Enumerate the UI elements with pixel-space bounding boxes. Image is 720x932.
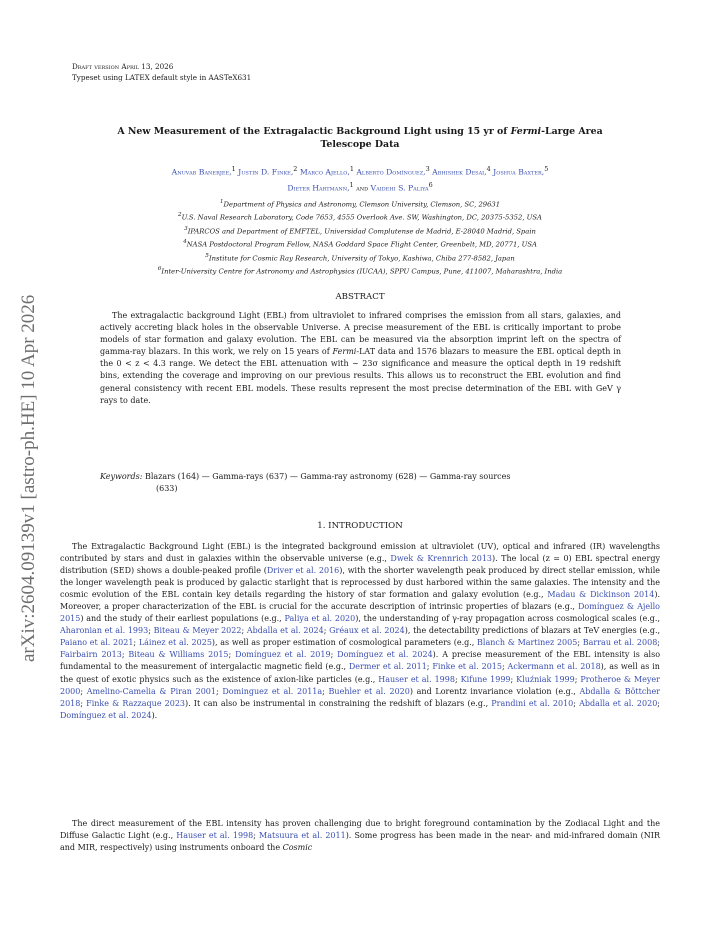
author-sup: 1 [349, 180, 354, 189]
paragraph-text: ; [454, 674, 461, 684]
citation-link[interactable]: Protheroe & Meyer 2000 [60, 674, 660, 696]
paragraph-text: ; [323, 626, 330, 636]
paragraph-text: ). Moreover, a proper characterization of the EBL is crucial for the accurate description of intrinsic properties of blazars (e.g., [60, 590, 660, 612]
author-sup: 2 [293, 165, 298, 173]
paragraph-text: ; [426, 662, 433, 672]
citation-link[interactable]: Finke et al. 2015 [432, 662, 502, 672]
author-link[interactable]: Abhishek Desai, [432, 167, 487, 177]
paragraph-text: The Extragalactic Background Light (EBL) is the integrated background emission at ultraviolet (UV), optical and infrared (IR) wavelengths contributed by stars and dust in galaxies within the observable universe (e.g., [60, 542, 660, 564]
affiliation-item: $^2$U.S. Naval Research Laboratory, Code 7653, 4555 Overlook Ave. SW, Washington, DC, 20375-5352, USA [178, 212, 542, 222]
title-line1-pre: A New Measurement of the Extragalactic Background Light using 15 yr of [117, 126, 511, 137]
paragraph-text: ), as well as in the quest of exotic physics such as the existence of axion-like particles (e.g., [60, 662, 660, 684]
affiliation-item: $^4$NASA Postdoctoral Program Fellow, NASA Goddard Space Flight Center, Greenbelt, MD, 20771, USA [183, 239, 537, 249]
keywords-label: Keywords: [100, 472, 143, 481]
citation-link[interactable]: Fairbairn 2013 [60, 650, 122, 660]
citation-link[interactable]: Domínguez et al. 2019 [235, 650, 331, 660]
abstract-body: The extragalactic background Light (EBL) from ultraviolet to infrared comprises the emission from all stars, galaxies, and actively accreting black holes in the observable Universe. A precise measurement of the EBL is critically important to probe models of star formation and galaxy evolution. The EBL can be measured via the absorption imprint left on the spectra of gamma-ray blazars. In this work, we rely on 15 years of Fermi-LAT data and 1576 blazars to measure the EBL optical depth in the 0 < z < 4.3 range. We detect the EBL attenuation with ∼ 23σ significance and measure the optical depth in 19 redshift bins, extending the coverage and improving on our previous results. This allows us to reconstruct the EBL evolution and find general consistency with recent EBL models. These results represent the most precise determination of the EBL with GeV γ rays to date. [100, 311, 621, 405]
paragraph-text: ), with the shorter wavelength peak produced by direct stellar emission, while the longer wavelength peak is produced by galactic starlight that is reprocessed by dust harbored within the same galaxies. The intensity and the cosmic evolution of the EBL contain key details regarding the history of star formation and galaxy evolution (e.g., [60, 566, 661, 600]
author-sup: 4 [486, 165, 491, 173]
affiliation-item: $^6$Inter-University Centre for Astronomy and Astrophysics (IUCAA), SPPU Campus, Pune, 411007, Maharashtra, India [157, 266, 563, 276]
citation-link[interactable]: Hauser et al. 1998 [378, 674, 455, 684]
citation-link[interactable]: Biteau & Williams 2015 [128, 650, 229, 660]
author-sup: 1 [231, 165, 236, 173]
citation-link[interactable]: Domínguez et al. 2024 [60, 710, 152, 720]
author-list [60, 163, 660, 194]
paragraph-text: ). Some progress has been made in the near- and mid-infrared domain (NIR and MIR, respectively) using instruments onboard the [60, 831, 660, 853]
paper-title [72, 126, 648, 151]
paragraph-text: ). It can also be instrumental in constraining the redshift of blazars (e.g., [185, 698, 492, 708]
author-sup: 3 [425, 165, 430, 173]
italic-text: Cosmic [282, 843, 313, 853]
citation-link[interactable]: Domínguez et al. 2024 [337, 650, 433, 660]
citation-link[interactable]: Blanch & Martinez 2005 [477, 638, 578, 648]
paragraph-text: ) and the study of their earliest populations (e.g., [80, 614, 285, 624]
title-line1-post: -Large Area [541, 126, 603, 137]
keywords [100, 471, 621, 495]
affiliation-list [60, 197, 660, 278]
citation-link[interactable]: Dwek & Krennrich 2013 [390, 554, 493, 564]
author-link[interactable]: Marco Ajello, [299, 167, 350, 177]
citation-link[interactable]: Prandini et al. 2010 [491, 698, 574, 708]
intro-paragraph-1 [60, 541, 660, 722]
paragraph-text: ). [151, 710, 158, 720]
paragraph-text: ; [510, 674, 517, 684]
intro-paragraph-2 [60, 818, 660, 854]
author-link[interactable]: Vaidehi S. Paliya [370, 183, 429, 193]
paragraph-text: ; [657, 638, 660, 648]
citation-link[interactable]: Driver et al. 2016 [266, 566, 340, 576]
citation-link[interactable]: Buehler et al. 2020 [328, 686, 410, 696]
citation-link[interactable]: Paiano et al. 2021 [60, 638, 134, 648]
paragraph-text: ) and Lorentz invariance violation (e.g., [409, 686, 580, 696]
paragraph-text: ). A precise measurement of the EBL intensity is also fundamental to the measurement of intergalactic magnetic field (e.g., [60, 650, 661, 672]
citation-link[interactable]: Aharonian et al. 1993 [60, 626, 149, 636]
paragraph-text: ; [121, 650, 129, 660]
author-link[interactable]: Dieter Hartmann, [287, 183, 350, 193]
title-fermi: Fermi [510, 126, 542, 137]
paragraph-text: ; [573, 698, 580, 708]
citation-link[interactable]: Láinez et al. 2025 [138, 638, 212, 648]
affiliation-item: $^5$Institute for Cosmic Ray Research, University of Tokyo, Kashiwa, Chiba 277-8582, Japan [205, 252, 515, 263]
paragraph-text: ; [80, 686, 87, 696]
abstract-heading: ABSTRACT [335, 292, 385, 302]
paragraph-text: ; [501, 662, 508, 672]
title-line2: Telescope Data [320, 138, 400, 150]
citation-link[interactable]: Finke & Razzaque 2023 [86, 698, 186, 708]
author-link[interactable]: Anuvab Banerjee, [171, 167, 232, 177]
citation-link[interactable]: Amelino-Camelia & Piran 2001 [86, 686, 216, 696]
author-link[interactable]: Joshua Baxter, [493, 167, 545, 177]
paragraph-text: ; [228, 650, 236, 660]
fermi-italic: Fermi [332, 347, 357, 357]
paragraph-text: ; [657, 698, 660, 708]
citation-link[interactable]: Abdalla et al. 2024 [246, 626, 324, 636]
keywords-line1: Blazars (164) — Gamma-rays (637) — Gamma-ray astronomy (628) — Gamma-ray sources [144, 472, 511, 481]
paragraph-text: ; [80, 698, 87, 708]
and-word: and [356, 183, 369, 193]
paragraph-text: ; [241, 626, 247, 636]
affiliation-item: $^3$IPARCOS and Department of EMFTEL, Universidad Complutense de Madrid, E-28040 Madrid, Spain [184, 225, 536, 236]
citation-link[interactable]: Domínguez & Ajello 2015 [60, 602, 660, 624]
citation-link[interactable]: Madau & Dickinson 2014 [547, 590, 655, 600]
draft-line: Draft version April 13, 2026 [72, 62, 174, 71]
paragraph-text: ). The local (z = 0) EBL spectral energy distribution (SED) shows a double-peaked profile ( [60, 554, 661, 576]
paragraph-text: ; [577, 638, 583, 648]
affiliation-item: $^1$Department of Physics and Astronomy, Clemson University, Clemson, SC, 29631 [219, 199, 501, 209]
paragraph-text: ; [322, 686, 329, 696]
typeset-line: Typeset using LATEX default style in AASTeX631 [72, 72, 252, 82]
author-sup: 6 [428, 180, 433, 189]
citation-link[interactable]: Kifune 1999 [460, 674, 511, 684]
citation-link[interactable]: Matsuura et al. 2011 [259, 831, 346, 841]
author-link[interactable]: Alberto Domínguez, [356, 167, 426, 177]
citation-link[interactable]: Kluźniak 1999 [516, 674, 575, 684]
arxiv-stamp-text: arXiv:2604.09139v1 [astro-ph.HE] 10 Apr 2026 [18, 294, 39, 662]
citation-link[interactable]: Paliya et al. 2020 [284, 614, 356, 624]
citation-link[interactable]: Biteau & Meyer 2022 [153, 626, 242, 636]
paragraph-text: The direct measurement of the EBL intensity has proven challenging due to bright foreground contamination by the Zodiacal Light and the Diffuse Galactic Light (e.g., [60, 819, 660, 841]
author-link[interactable]: Justin D. Finke, [238, 167, 294, 177]
author-sup: 1 [349, 165, 354, 173]
section-heading: 1. INTRODUCTION [317, 521, 403, 531]
keywords-line2: (633) [156, 484, 178, 494]
citation-link[interactable]: Dermer et al. 2011 [348, 662, 427, 672]
paragraph-text: ; [253, 831, 260, 841]
citation-link[interactable]: Ackermann et al. 2018 [507, 662, 601, 672]
author-sup: 5 [544, 165, 549, 173]
citation-link[interactable]: Abdalla et al. 2020 [579, 698, 658, 708]
header-meta [72, 62, 251, 83]
paragraph-text: ; [133, 638, 139, 648]
paragraph-text: ), as well as proper estimation of cosmological parameters (e.g., [211, 638, 478, 648]
citation-link[interactable]: Dominguez et al. 2011a [222, 686, 323, 696]
paragraph-text: ; [215, 686, 223, 696]
citation-link[interactable]: Abdalla & Böttcher 2018 [60, 686, 661, 708]
citation-link[interactable]: Barrau et al. 2008 [582, 638, 658, 648]
paragraph-text: ; [330, 650, 338, 660]
paragraph-text: ; [148, 626, 154, 636]
paragraph-text: ; [574, 674, 581, 684]
paragraph-text: ), the understanding of γ-ray propagation across cosmological scales (e.g., [355, 614, 660, 624]
citation-link[interactable]: Gréaux et al. 2024 [329, 626, 405, 636]
paragraph-text: ), the detectability predictions of blazars at TeV energies (e.g., [404, 626, 661, 636]
citation-link[interactable]: Hauser et al. 1998 [176, 831, 254, 841]
